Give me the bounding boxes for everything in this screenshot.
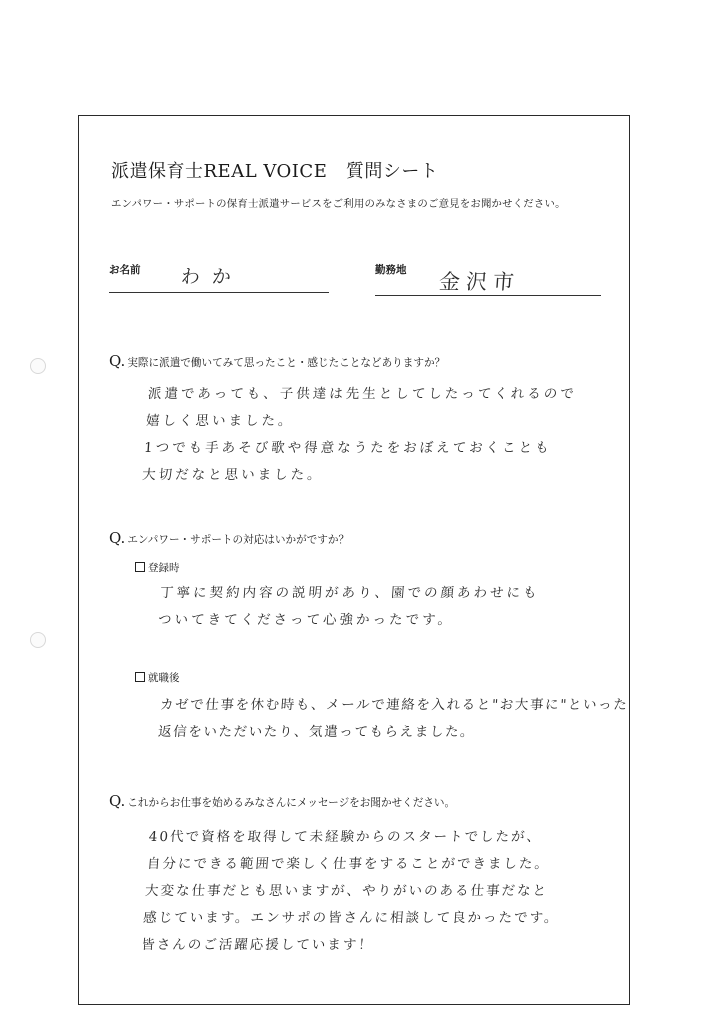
- answer-2-after-employment-line: 返信をいただいたり、気遣ってもらえました。: [157, 724, 476, 740]
- answer-1-line: 大切だなと思いました。: [141, 467, 325, 483]
- answer-2-registration-line: ついてきてくださって心強かったです。: [157, 612, 455, 628]
- answer-3-line: 自分にできる範囲で楽しく仕事をすることができました。: [146, 856, 551, 872]
- registration-label-text: 登録時: [148, 562, 180, 574]
- workplace-underline: [375, 295, 601, 296]
- punch-hole-bottom: [30, 632, 46, 648]
- answer-1: [141, 381, 577, 489]
- question-1: [109, 352, 445, 370]
- sheet-subtitle: エンパワー・サポートの保育士派遣サービスをご利用のみなさまのご意見をお聞かせください。: [111, 198, 566, 210]
- after-employment-label-text: 就職後: [148, 672, 180, 684]
- question-2-text: エンパワー・サポートの対応はいかがですか？: [127, 534, 350, 546]
- answer-2-after-employment-line: カゼで仕事を休む時も、メールで連絡を入れると"お大事に"といった: [159, 697, 629, 713]
- answer-1-line: 1つでも手あそび歌や得意なうたをおぼえておくことも: [143, 440, 553, 456]
- answer-3-line: 皆さんのご活躍応援しています！: [140, 937, 375, 953]
- question-2-mark: Q.: [109, 529, 126, 547]
- questionnaire-sheet: [78, 115, 630, 1005]
- question-3-mark: Q.: [109, 792, 126, 810]
- question-3: [109, 792, 455, 810]
- checkbox-icon: [135, 562, 145, 572]
- name-underline: [109, 292, 329, 293]
- question-1-mark: Q.: [109, 352, 126, 370]
- answer-3-line: 40代で資格を取得して未経験からのスタートでしたが、: [148, 829, 543, 845]
- answer-3-line: 感じています。エンサポの皆さんに相談して良かったです。: [142, 910, 561, 926]
- name-value: わか: [180, 266, 244, 288]
- answer-3-line: 大変な仕事だとも思いますが、やりがいのある仕事だなと: [144, 883, 549, 899]
- checkbox-icon: [135, 672, 145, 682]
- answer-2-registration-line: 丁寧に契約内容の説明があり、園での顔あわせにも: [159, 585, 541, 601]
- registration-section-label: [135, 560, 180, 575]
- answer-1-line: 嬉しく思いました。: [145, 413, 296, 429]
- workplace-value: 金沢市: [438, 270, 521, 294]
- workplace-label: 勤務地: [375, 264, 407, 276]
- name-label: お名前: [109, 264, 141, 276]
- answer-3: [140, 824, 566, 959]
- answer-2-registration: [157, 580, 540, 634]
- question-1-text: 実際に派遣で働いてみて思ったこと・感じたことなどありますか？: [127, 357, 446, 369]
- question-2: [109, 529, 349, 547]
- answer-2-after-employment: [157, 692, 629, 746]
- answer-1-line: 派遣であっても、子供達は先生としてしたってくれるので: [147, 386, 578, 402]
- punch-hole-top: [30, 358, 46, 374]
- question-3-text: これからお仕事を始めるみなさんにメッセージをお聞かせください。: [127, 797, 456, 809]
- after-employment-section-label: [135, 670, 180, 685]
- sheet-title: 派遣保育士REAL VOICE 質問シート: [111, 161, 439, 182]
